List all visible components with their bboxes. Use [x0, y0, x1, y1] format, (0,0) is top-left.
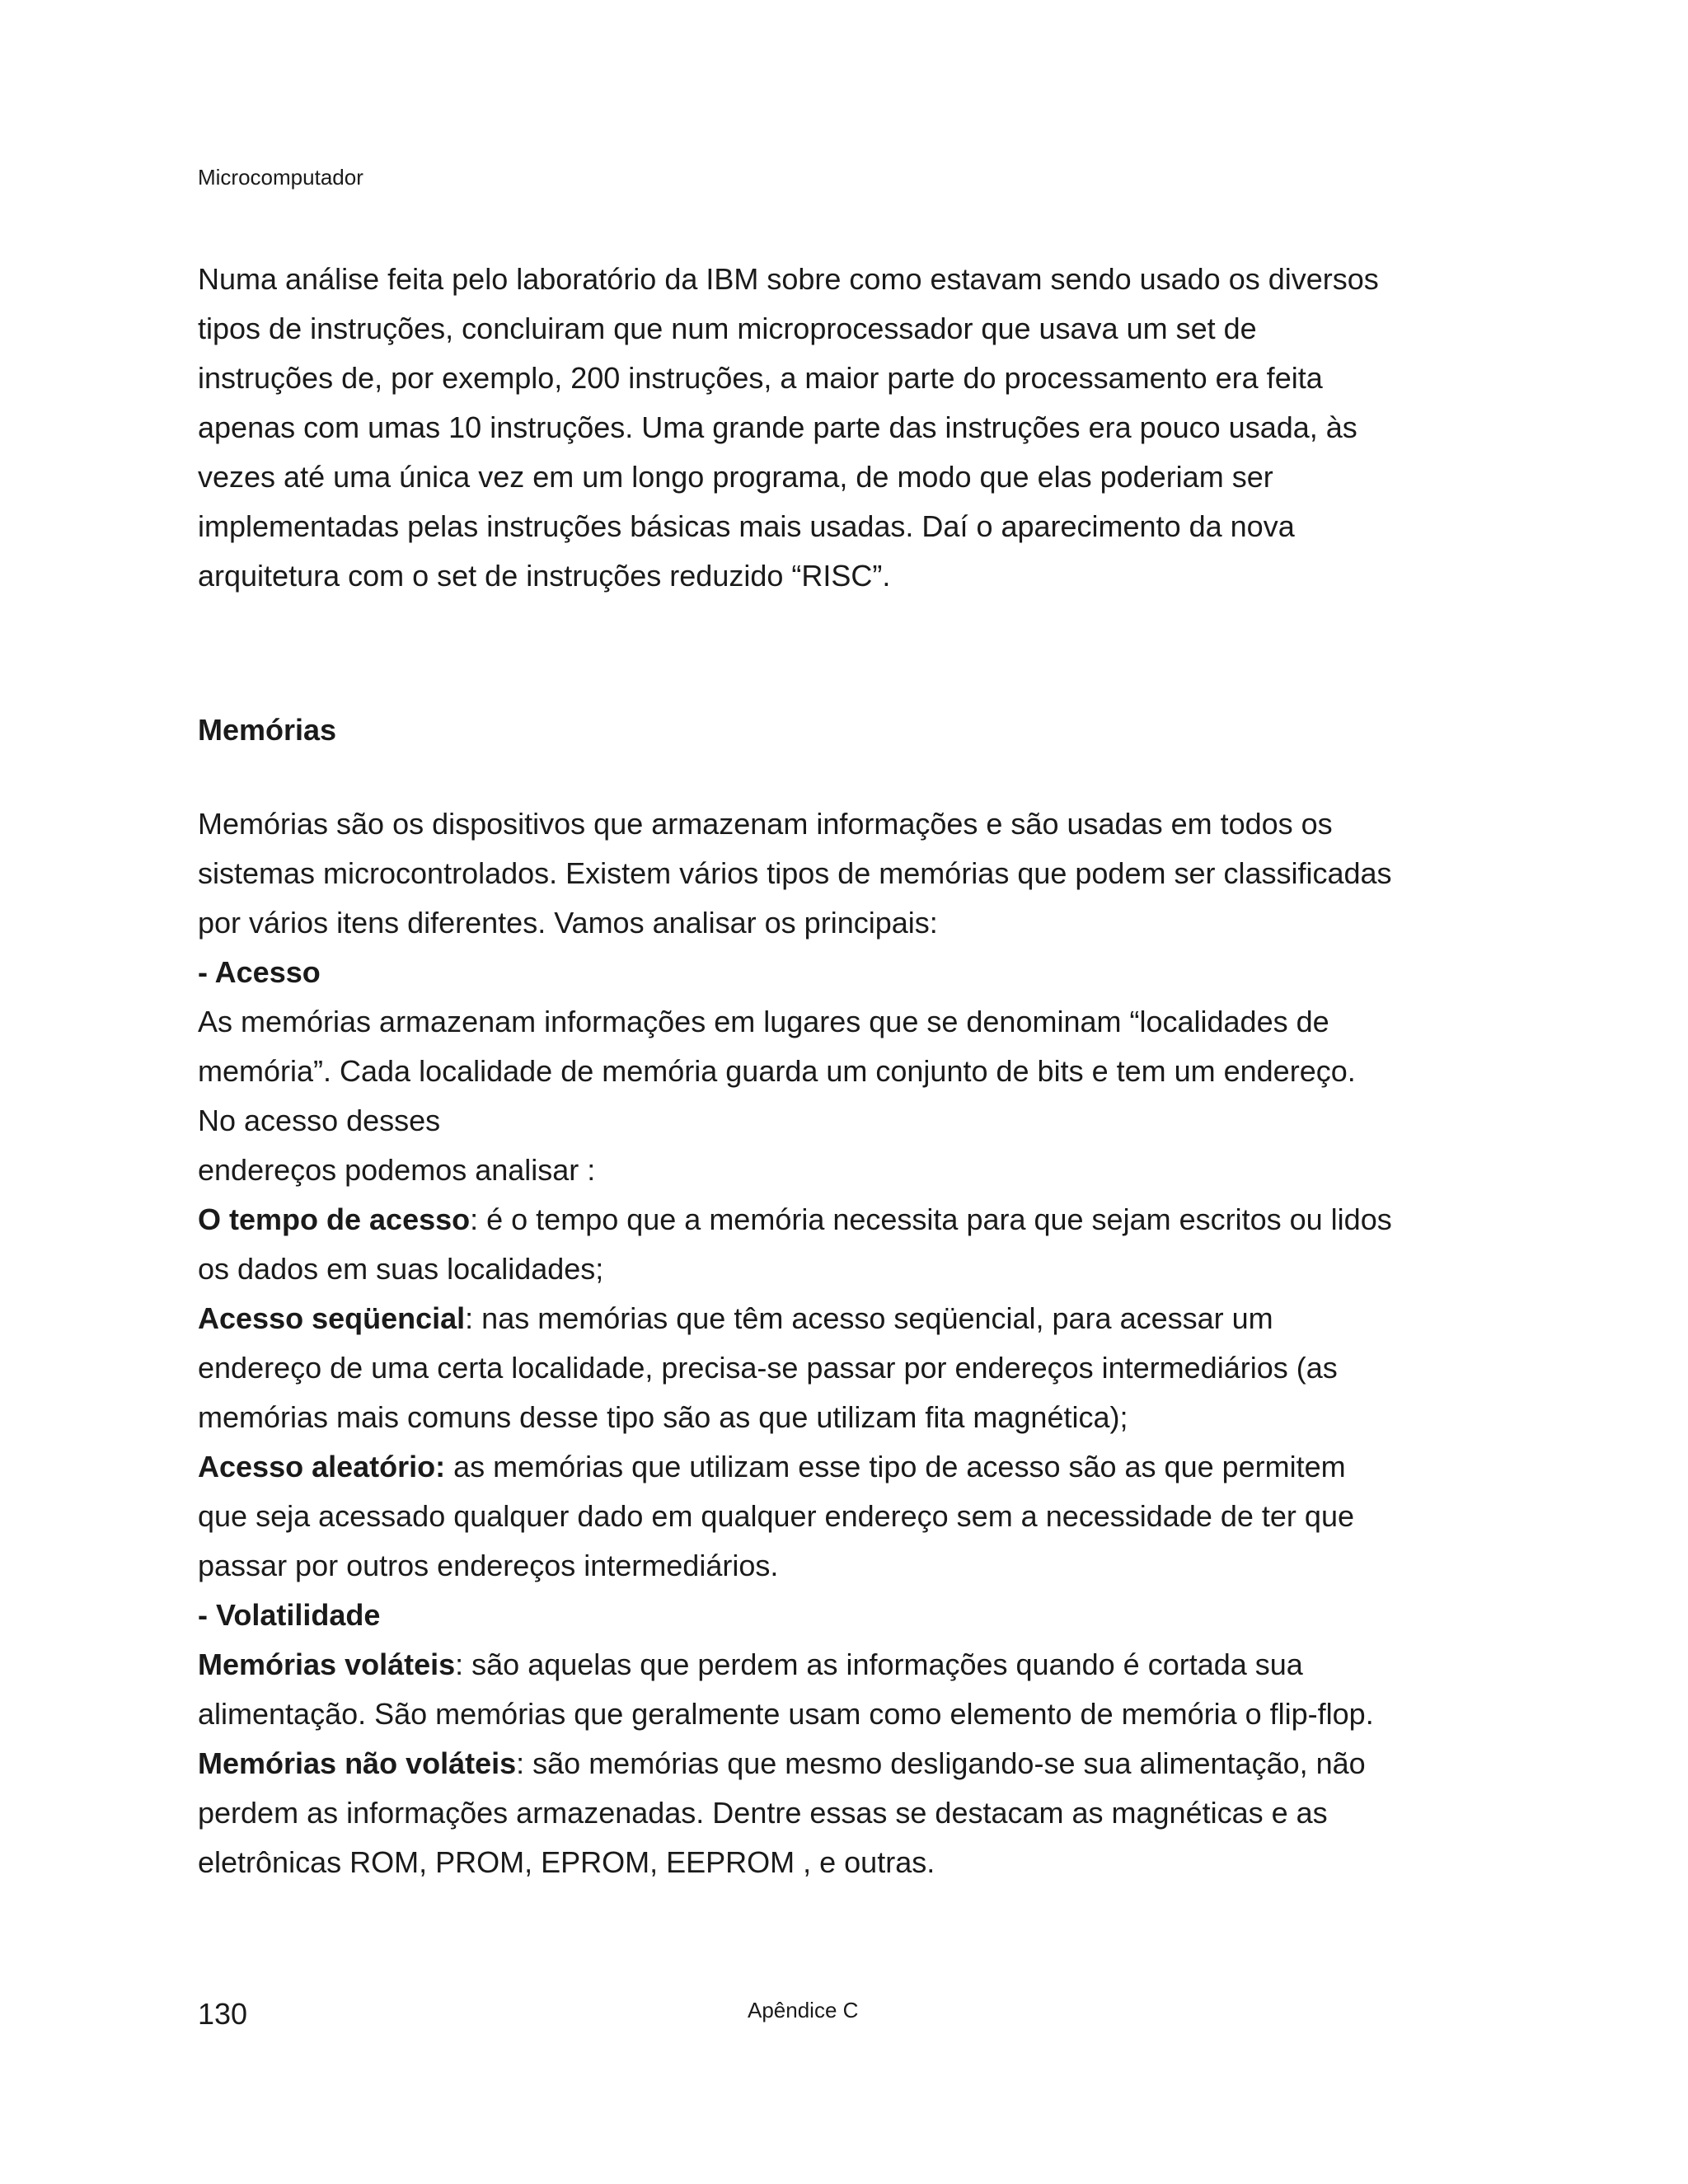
body-line: memórias mais comuns desse tipo são as que utilizam fita magnética); [198, 1400, 1128, 1434]
term-memorias-nao-volateis: Memórias não voláteis [198, 1746, 517, 1780]
intro-line: tipos de instruções, concluiram que num microprocessador que usava um set de [198, 312, 1257, 345]
section-heading: Memórias [198, 713, 337, 747]
definition-memorias-volateis [198, 1640, 1451, 1690]
footer-title: Apêndice C [748, 1998, 859, 2022]
body-line: memória”. Cada localidade de memória guarda um conjunto de bits e tem um endereço. [198, 1054, 1356, 1088]
definition-tempo-de-acesso [198, 1195, 1451, 1244]
page-number: 130 [198, 1997, 248, 2031]
body-line: Memórias são os dispositivos que armazenam informações e são usadas em todos os [198, 807, 1333, 841]
definition-text: : são memórias que mesmo desligando-se sua alimentação, não [516, 1746, 1366, 1780]
body-line: por vários itens diferentes. Vamos analisar os principais: [198, 906, 938, 940]
intro-line: apenas com umas 10 instruções. Uma grande parte das instruções era pouco usada, às [198, 410, 1357, 444]
body-line: perdem as informações armazenadas. Dentre essas se destacam as magnéticas e as [198, 1796, 1328, 1830]
term-tempo-de-acesso: O tempo de acesso [198, 1202, 471, 1236]
term-acesso-aleatorio: Acesso aleatório: [198, 1450, 446, 1483]
term-memorias-volateis: Memórias voláteis [198, 1647, 456, 1681]
intro-line: vezes até uma única vez em um longo programa, de modo que elas poderiam ser [198, 460, 1273, 494]
definition-acesso-aleatorio [198, 1442, 1451, 1492]
definition-text: : é o tempo que a memória necessita para que sejam escritos ou lidos [470, 1202, 1392, 1236]
definition-text: : são aquelas que perdem as informações quando é cortada sua [455, 1647, 1303, 1681]
intro-line: instruções de, por exemplo, 200 instruções, a maior parte do processamento era feita [198, 361, 1323, 395]
body-line: As memórias armazenam informações em lugares que se denominam “localidades de [198, 1005, 1329, 1038]
body-line: endereços podemos analisar : [198, 1153, 596, 1187]
definition-text: as memórias que utilizam esse tipo de acesso são as que permitem [445, 1450, 1346, 1483]
subheading-acesso-text: - Acesso [198, 955, 321, 989]
body-line: alimentação. São memórias que geralmente usam como elemento de memória o flip-flop. [198, 1697, 1374, 1731]
term-acesso-sequencial: Acesso seqüencial [198, 1301, 466, 1335]
subheading-volatilidade [198, 1591, 1451, 1640]
intro-line: Numa análise feita pelo laboratório da IBM sobre como estavam sendo usado os diversos [198, 262, 1379, 296]
definition-text: : nas memórias que têm acesso seqüencial, para acessar um [465, 1301, 1273, 1335]
body-line: No acesso desses [198, 1104, 441, 1137]
body-line: eletrônicas ROM, PROM, EPROM, EEPROM , e outras. [198, 1845, 935, 1879]
body-line: que seja acessado qualquer dado em qualquer endereço sem a necessidade de ter que [198, 1499, 1354, 1533]
running-header: Microcomputador [198, 165, 363, 190]
body-line: sistemas microcontrolados. Existem vários tipos de memórias que podem ser classificadas [198, 856, 1392, 890]
intro-paragraph [198, 255, 1451, 601]
body-line: endereço de uma certa localidade, precisa-se passar por endereços intermediários (as [198, 1351, 1338, 1385]
section-body [198, 799, 1451, 1887]
body-line: os dados em suas localidades; [198, 1252, 604, 1286]
definition-acesso-sequencial [198, 1294, 1451, 1343]
definition-memorias-nao-volateis [198, 1739, 1451, 1788]
subheading-volatilidade-text: - Volatilidade [198, 1598, 381, 1632]
intro-line: arquitetura com o set de instruções reduzido “RISC”. [198, 559, 891, 593]
subheading-acesso [198, 948, 1451, 997]
intro-line: implementadas pelas instruções básicas mais usadas. Daí o aparecimento da nova [198, 509, 1295, 543]
body-line: passar por outros endereços intermediários. [198, 1549, 779, 1582]
